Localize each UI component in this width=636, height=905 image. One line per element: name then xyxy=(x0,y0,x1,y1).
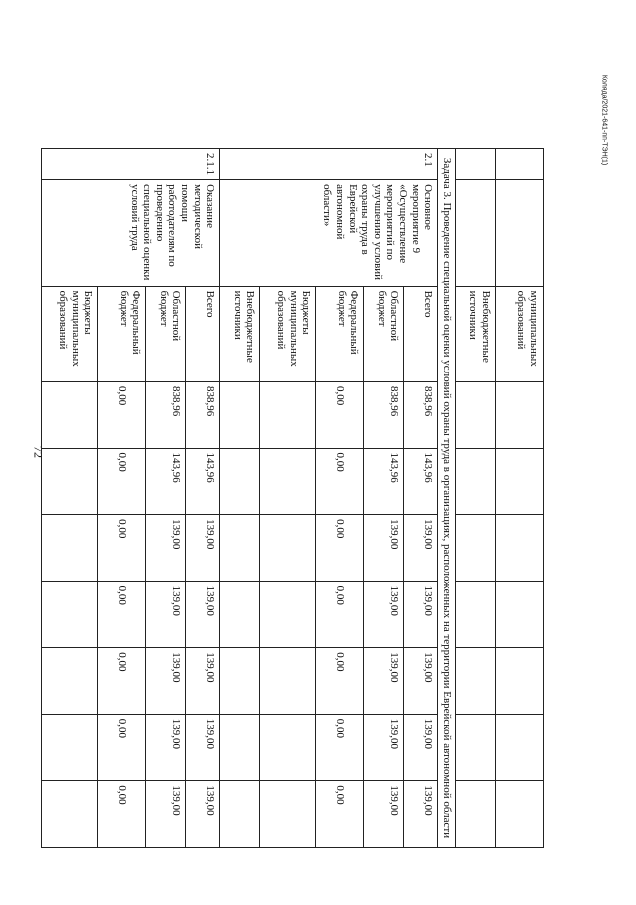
value-cell: 0,00 xyxy=(98,714,146,781)
value-cell: 0,00 xyxy=(316,781,364,848)
value-cell: 0,00 xyxy=(316,581,364,648)
source-cell: Всего xyxy=(404,286,438,381)
value-cell: 139,00 xyxy=(404,648,438,715)
value-cell xyxy=(260,581,316,648)
value-cell xyxy=(260,781,316,848)
code-cell: 2.1.1 xyxy=(42,149,220,180)
source-cell: Внебюджетные источники xyxy=(456,286,496,381)
code-cell: 2.1 xyxy=(220,149,438,180)
budget-table xyxy=(41,148,544,848)
name-cell: Основное мероприятие 9 «Осуществление мероприятий по улучшению условий охраны труда в Еврейской автономной области» xyxy=(220,180,438,287)
value-cell: 838,96 xyxy=(186,381,220,448)
value-cell: 139,00 xyxy=(146,515,186,582)
name-cell: Оказание методической помощи работодателям по проведению специальной оценки условий труда xyxy=(42,180,220,287)
value-cell: 0,00 xyxy=(316,714,364,781)
value-cell xyxy=(260,714,316,781)
page-number: 72 xyxy=(31,446,46,458)
code-cell xyxy=(456,149,496,180)
source-cell: Внебюджетные источники xyxy=(220,286,260,381)
value-cell: 139,00 xyxy=(364,515,404,582)
task-row xyxy=(438,149,456,848)
value-cell xyxy=(220,381,260,448)
code-cell xyxy=(496,149,544,180)
document-code: Коляда/2021-641-пп-ТЭН(1) xyxy=(600,74,608,166)
value-cell: 139,00 xyxy=(146,648,186,715)
source-cell: Федеральный бюджет xyxy=(316,286,364,381)
value-cell: 139,00 xyxy=(404,781,438,848)
name-cell xyxy=(456,180,496,287)
value-cell: 139,00 xyxy=(186,581,220,648)
value-cell: 838,96 xyxy=(364,381,404,448)
value-cell: 0,00 xyxy=(98,448,146,515)
value-cell: 139,00 xyxy=(364,581,404,648)
table-row xyxy=(496,149,544,848)
value-cell xyxy=(220,714,260,781)
value-cell xyxy=(42,381,98,448)
source-cell: Федеральный бюджет xyxy=(98,286,146,381)
value-cell xyxy=(260,381,316,448)
source-cell: Областной бюджет xyxy=(146,286,186,381)
value-cell xyxy=(42,448,98,515)
source-cell: Бюджеты муниципальных образований xyxy=(42,286,98,381)
value-cell: 143,96 xyxy=(186,448,220,515)
value-cell: 0,00 xyxy=(316,381,364,448)
value-cell: 139,00 xyxy=(146,714,186,781)
table-row xyxy=(456,149,496,848)
value-cell: 0,00 xyxy=(98,581,146,648)
value-cell: 0,00 xyxy=(98,781,146,848)
value-cell: 0,00 xyxy=(98,515,146,582)
value-cell xyxy=(42,648,98,715)
value-cell: 139,00 xyxy=(146,581,186,648)
rotated-table-area xyxy=(57,148,636,839)
value-cell xyxy=(220,515,260,582)
value-cell: 139,00 xyxy=(364,781,404,848)
value-cell: 0,00 xyxy=(316,515,364,582)
value-cell: 139,00 xyxy=(404,714,438,781)
value-cell xyxy=(220,648,260,715)
value-cell: 139,00 xyxy=(186,648,220,715)
table-body xyxy=(42,149,544,848)
value-cell: 0,00 xyxy=(98,648,146,715)
value-cell: 139,00 xyxy=(146,781,186,848)
source-cell: Областной бюджет xyxy=(364,286,404,381)
value-cell xyxy=(42,781,98,848)
value-cell: 139,00 xyxy=(404,515,438,582)
table-row xyxy=(404,149,438,848)
value-cell xyxy=(220,448,260,515)
value-cell: 143,96 xyxy=(146,448,186,515)
value-cell xyxy=(220,781,260,848)
value-cell: 143,96 xyxy=(404,448,438,515)
value-cell: 139,00 xyxy=(404,581,438,648)
value-cell: 838,96 xyxy=(404,381,438,448)
value-cell xyxy=(260,648,316,715)
value-cell xyxy=(42,581,98,648)
value-cell xyxy=(220,581,260,648)
value-cell: 139,00 xyxy=(186,714,220,781)
value-cell: 143,96 xyxy=(364,448,404,515)
value-cell xyxy=(260,448,316,515)
value-cell: 139,00 xyxy=(186,515,220,582)
value-cell xyxy=(42,515,98,582)
table-row xyxy=(186,149,220,848)
value-cell: 139,00 xyxy=(186,781,220,848)
value-cell: 139,00 xyxy=(364,714,404,781)
value-cell xyxy=(260,515,316,582)
task-heading: Задача 3. Проведение специальной оценки условий охраны труда в организациях, расположенных на территории Еврейской автономной области xyxy=(438,149,456,848)
value-cell: 0,00 xyxy=(316,648,364,715)
value-cell xyxy=(42,714,98,781)
value-cell: 0,00 xyxy=(98,381,146,448)
source-cell: Бюджеты муниципальных образований xyxy=(260,286,316,381)
source-cell: муниципальных образований xyxy=(496,286,544,381)
name-cell xyxy=(496,180,544,287)
value-cell: 838,96 xyxy=(146,381,186,448)
value-cell: 0,00 xyxy=(316,448,364,515)
source-cell: Всего xyxy=(186,286,220,381)
value-cell: 139,00 xyxy=(364,648,404,715)
